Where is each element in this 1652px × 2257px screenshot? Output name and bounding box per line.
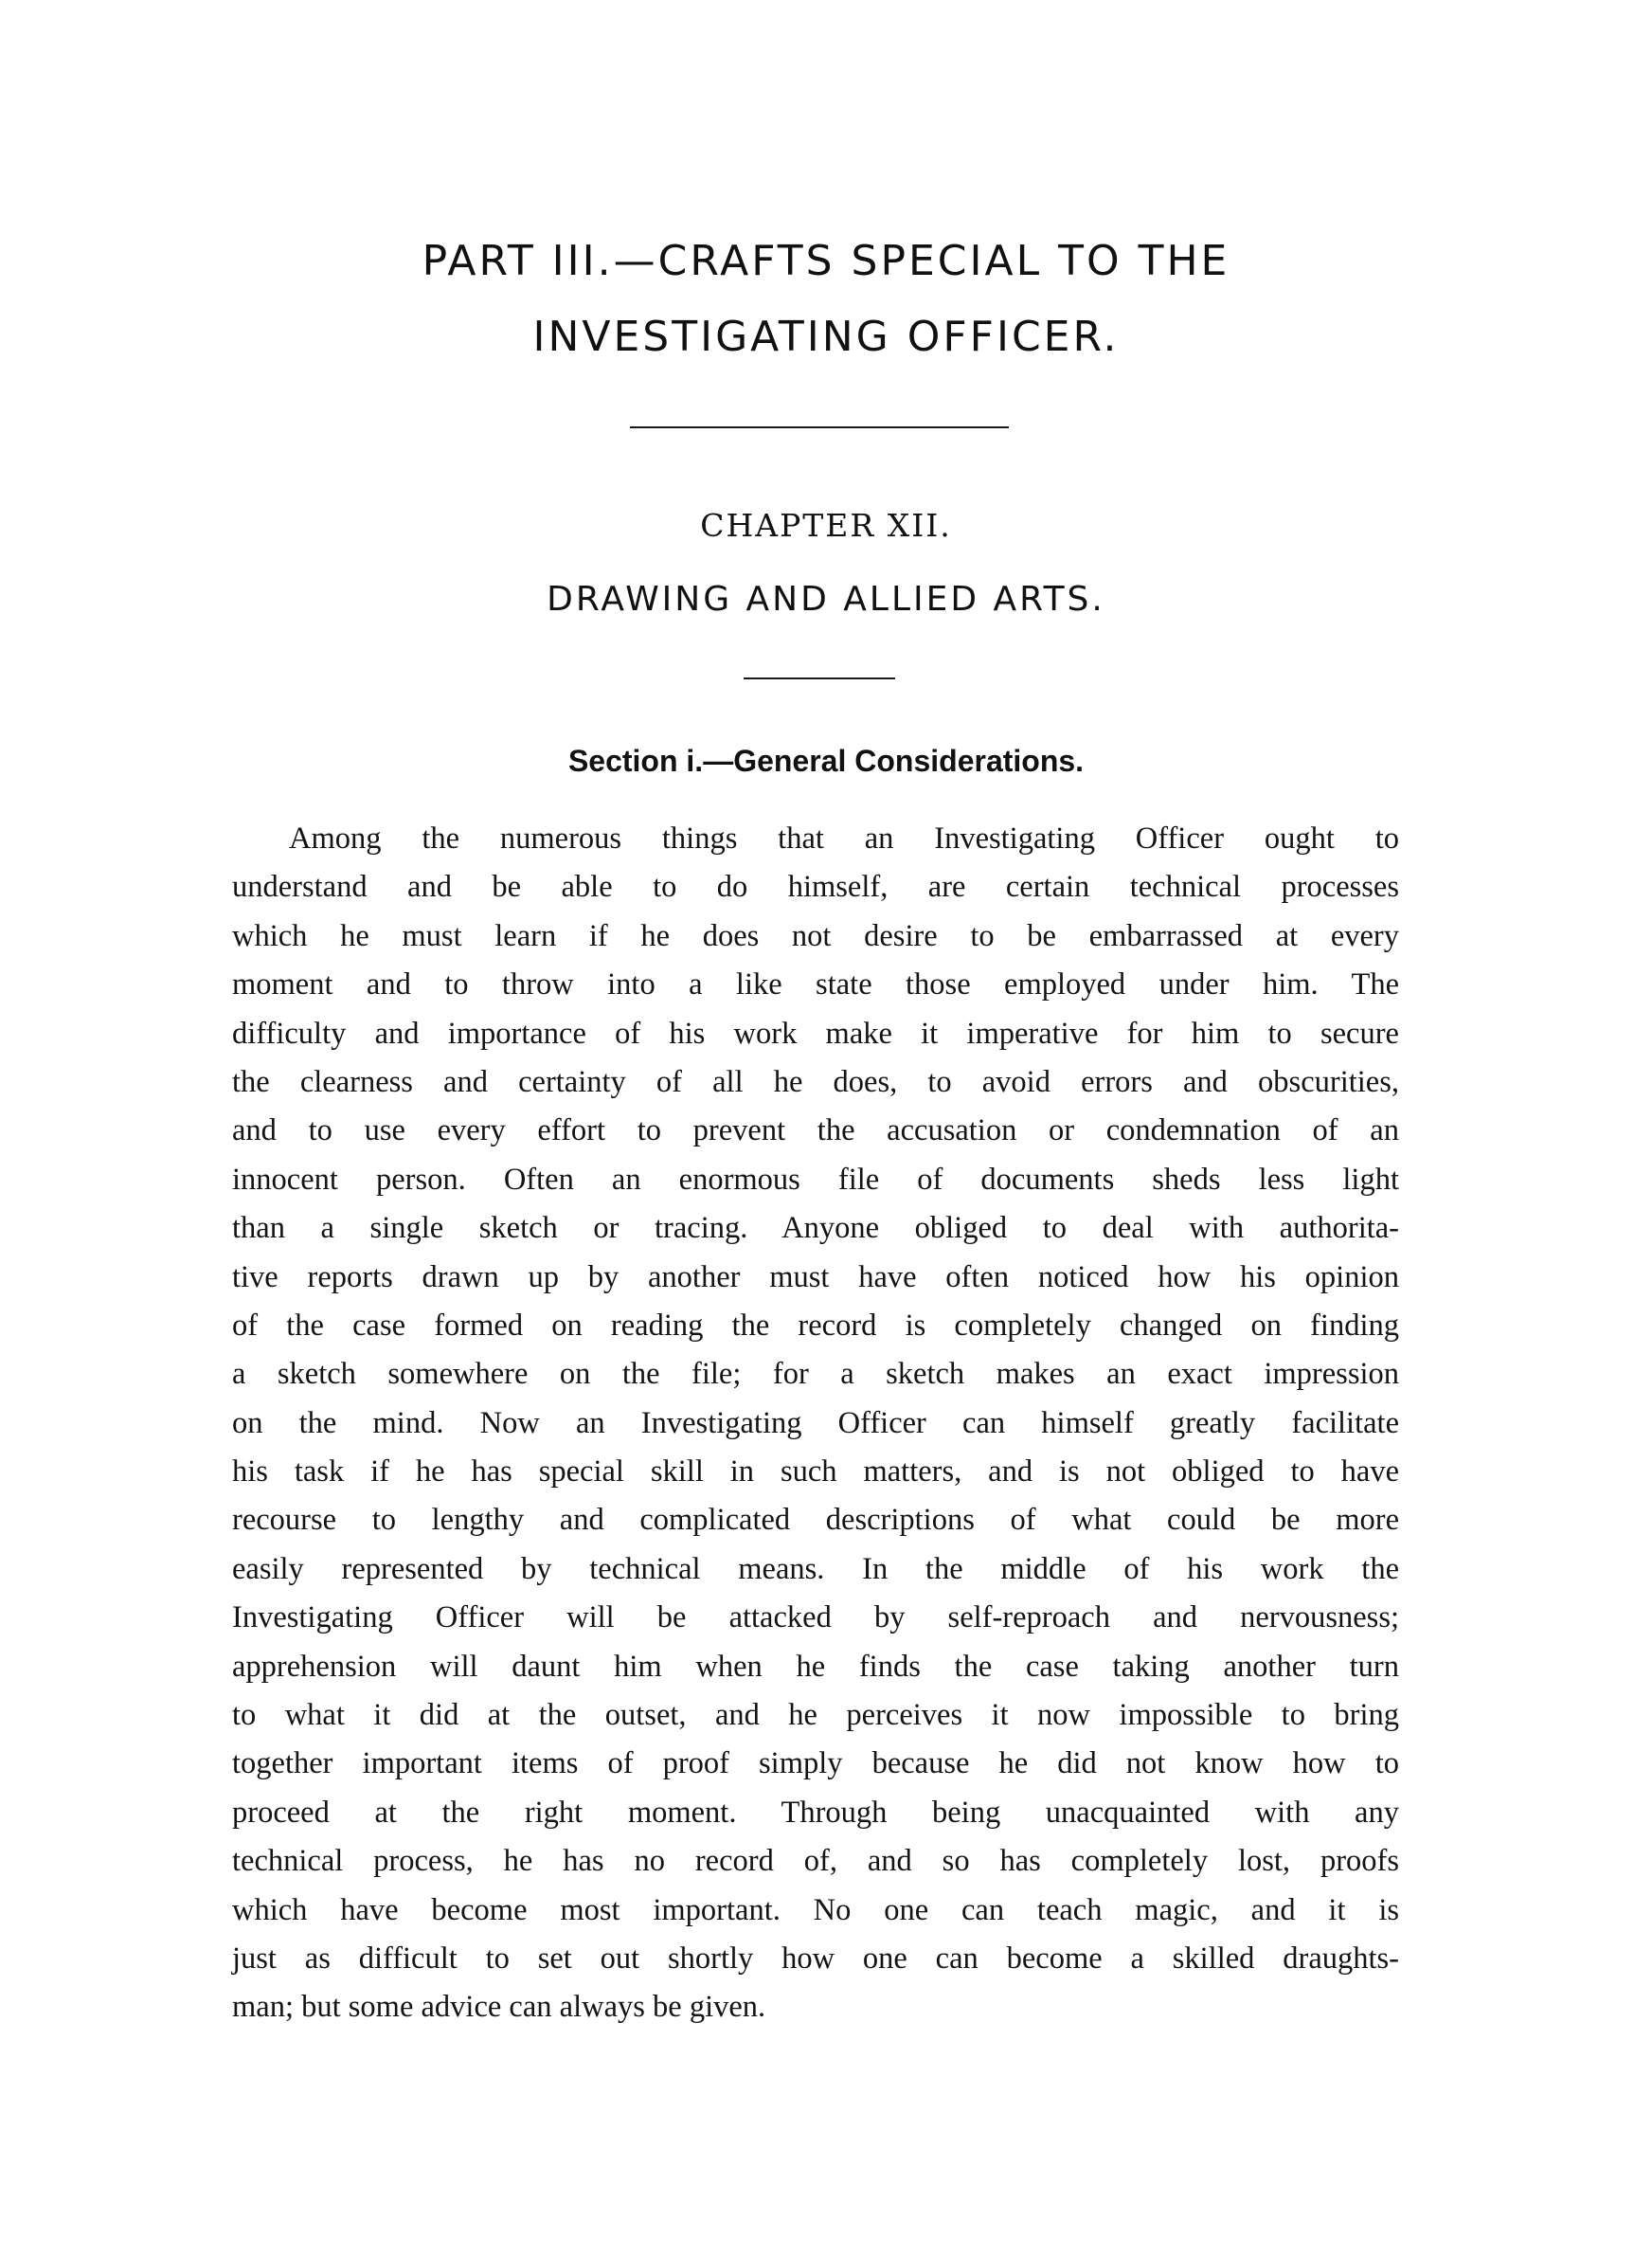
- body-line: Investigating Officer will be attacked by self-reproach and nervousness;: [232, 1600, 1399, 1635]
- body-line: together important items of proof simply because he did not know how to: [232, 1746, 1399, 1781]
- body-line: which he must learn if he does not desire to be embarrassed at every: [232, 918, 1399, 953]
- body-line: tive reports drawn up by another must have often noticed how his opinion: [232, 1259, 1399, 1294]
- body-line: on the mind. Now an Investigating Officer can himself greatly facilitate: [232, 1405, 1399, 1440]
- body-line: understand and be able to do himself, are certain technical processes: [232, 870, 1399, 905]
- body-line: innocent person. Often an enormous file of documents sheds less light: [232, 1162, 1399, 1197]
- body-line: difficulty and importance of his work make it imperative for him to secure: [232, 1016, 1399, 1051]
- body-line: a sketch somewhere on the file; for a sketch makes an exact impression: [232, 1357, 1399, 1392]
- body-line: technical process, he has no record of, and so has completely lost, proofs: [232, 1844, 1399, 1879]
- body-line: easily represented by technical means. In the middle of his work the: [232, 1551, 1399, 1586]
- body-line: Among the numerous things that an Investigating Officer ought to: [289, 822, 1399, 856]
- section-heading: Section i.—General Considerations.: [567, 744, 1085, 778]
- body-line: of the case formed on reading the record is completely changed on finding: [232, 1308, 1399, 1343]
- chapter-number: CHAPTER XII.: [700, 507, 952, 544]
- chapter-title: DRAWING AND ALLIED ARTS.: [547, 580, 1105, 619]
- body-line: moment and to throw into a like state those employed under him. The: [232, 967, 1399, 1002]
- body-line: the clearness and certainty of all he does, to avoid errors and obscurities,: [232, 1064, 1399, 1099]
- body-line: his task if he has special skill in such matters, and is not obliged to have: [232, 1454, 1399, 1490]
- divider-rule-short: [744, 677, 895, 679]
- part-title-line-2: INVESTIGATING OFFICER.: [532, 313, 1120, 361]
- body-line: to what it did at the outset, and he perceives it now impossible to bring: [232, 1698, 1399, 1733]
- body-line: than a single sketch or tracing. Anyone obliged to deal with authorita-: [232, 1211, 1399, 1246]
- body-line: man; but some advice can always be given.: [232, 1990, 766, 2025]
- body-line: which have become most important. No one can teach magic, and it is: [232, 1892, 1399, 1927]
- body-line: recourse to lengthy and complicated descriptions of what could be more: [232, 1503, 1399, 1538]
- body-line: just as difficult to set out shortly how one can become a skilled draughts-: [232, 1941, 1399, 1976]
- body-line: apprehension will daunt him when he finds the case taking another turn: [232, 1649, 1399, 1684]
- body-line: proceed at the right moment. Through being unacquainted with any: [232, 1795, 1399, 1830]
- body-paragraph: [232, 815, 1399, 2032]
- part-title-line-1: PART III.—CRAFTS SPECIAL TO THE: [422, 237, 1230, 285]
- body-line: and to use every effort to prevent the accusation or condemnation of an: [232, 1113, 1399, 1148]
- divider-rule: [630, 426, 1009, 428]
